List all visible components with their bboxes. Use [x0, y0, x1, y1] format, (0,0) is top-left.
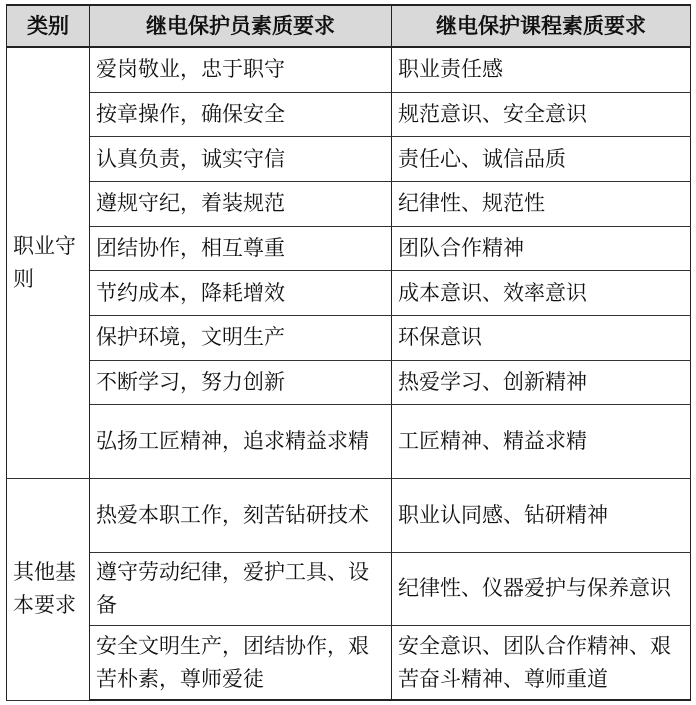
- course-requirement-cell: 环保意识: [392, 315, 691, 360]
- header-row: [7, 5, 691, 47]
- employee-requirement-cell: 团结协作，相互尊重: [90, 226, 392, 271]
- course-requirement-cell: 职业责任感: [392, 47, 691, 92]
- table-row: [7, 181, 691, 226]
- employee-requirement-cell: 安全文明生产，团结协作，艰苦朴素，尊师爱徒: [90, 626, 392, 700]
- table-row: [7, 92, 691, 137]
- table-row: [7, 315, 691, 360]
- course-requirement-cell: 职业认同感、钻研精神: [392, 478, 691, 552]
- employee-requirement-cell: 遵规守纪，着装规范: [90, 181, 392, 226]
- table-row: [7, 552, 691, 626]
- employee-requirement-cell: 认真负责，诚实守信: [90, 137, 392, 182]
- employee-requirement-cell: 遵守劳动纪律，爱护工具、设备: [90, 552, 392, 626]
- course-requirement-cell: 责任心、诚信品质: [392, 137, 691, 182]
- table-row: [7, 626, 691, 700]
- table-row: [7, 478, 691, 552]
- category-cell: 职业守则: [7, 47, 90, 478]
- category-cell: 其他基本要求: [7, 478, 90, 700]
- employee-requirement-cell: 保护环境，文明生产: [90, 315, 392, 360]
- table-row: [7, 360, 691, 405]
- table-row: [7, 137, 691, 182]
- course-requirement-cell: 团队合作精神: [392, 226, 691, 271]
- course-requirement-cell: 规范意识、安全意识: [392, 92, 691, 137]
- table-row: [7, 226, 691, 271]
- requirements-table: [6, 4, 691, 701]
- table-row: [7, 271, 691, 316]
- table-row: [7, 47, 691, 92]
- employee-requirement-cell: 节约成本，降耗增效: [90, 271, 392, 316]
- header-employee-requirements: 继电保护员素质要求: [90, 5, 392, 47]
- employee-requirement-cell: 热爱本职工作，刻苦钻研技术: [90, 478, 392, 552]
- course-requirement-cell: 安全意识、团队合作精神、艰苦奋斗精神、尊师重道: [392, 626, 691, 700]
- employee-requirement-cell: 弘扬工匠精神，追求精益求精: [90, 405, 392, 479]
- employee-requirement-cell: 爱岗敬业，忠于职守: [90, 47, 392, 92]
- course-requirement-cell: 热爱学习、创新精神: [392, 360, 691, 405]
- course-requirement-cell: 工匠精神、精益求精: [392, 405, 691, 479]
- course-requirement-cell: 纪律性、规范性: [392, 181, 691, 226]
- course-requirement-cell: 纪律性、仪器爱护与保养意识: [392, 552, 691, 626]
- header-category: 类别: [7, 5, 90, 47]
- table-row: [7, 405, 691, 479]
- employee-requirement-cell: 按章操作，确保安全: [90, 92, 392, 137]
- course-requirement-cell: 成本意识、效率意识: [392, 271, 691, 316]
- header-course-requirements: 继电保护课程素质要求: [392, 5, 691, 47]
- employee-requirement-cell: 不断学习，努力创新: [90, 360, 392, 405]
